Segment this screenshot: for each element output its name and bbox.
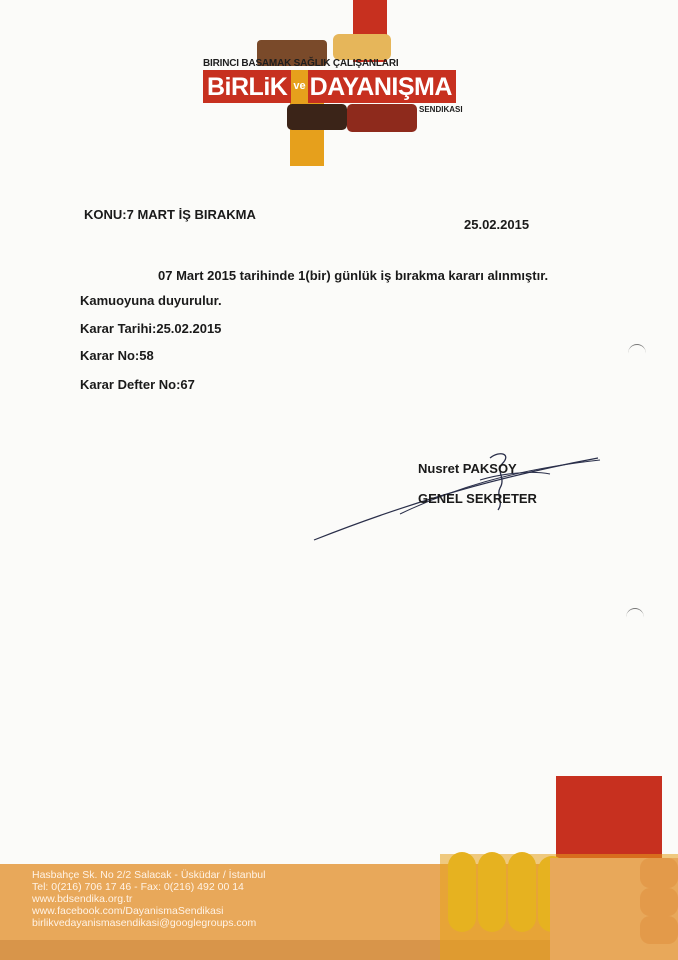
announcement-line: Kamuoyuna duyurulur. (80, 293, 222, 308)
binder-mark-top (628, 344, 646, 363)
logo-ve: ve (291, 70, 307, 103)
logo-hand-low-right (347, 104, 417, 132)
logo-hand-low-left (287, 104, 347, 130)
footer-hand-graphic (440, 776, 678, 960)
footer-address: Hasbahçe Sk. No 2/2 Salacak - Üsküdar / İstanbul (32, 869, 266, 881)
footer-facebook: www.facebook.com/DayanismaSendikasi (32, 905, 224, 917)
binder-mark-bottom (626, 608, 644, 627)
logo-banner (203, 70, 456, 103)
footer-email: birlikvedayanismasendikasi@googlegroups.com (32, 917, 257, 929)
logo-sendikasi: SENDIKASI (419, 105, 463, 114)
decision-date: Karar Tarihi:25.02.2015 (80, 321, 222, 336)
subject-line: KONU:7 MART İŞ BIRAKMA (84, 207, 256, 222)
footer-website: www.bdsendika.org.tr (32, 893, 133, 905)
footer-phone-fax: Tel: 0(216) 706 17 46 - Fax: 0(216) 492 00 14 (32, 881, 244, 893)
signatory-title: GENEL SEKRETER (418, 491, 537, 506)
signatory-name: Nusret PAKSOY (418, 461, 517, 476)
logo-org-line: BIRINCI BASAMAK SAĞLIK ÇALIŞANLARI (203, 58, 399, 69)
logo-dayanisma: DAYANIŞMA (308, 70, 456, 103)
union-logo (195, 0, 485, 170)
document-date: 25.02.2015 (464, 217, 530, 232)
decision-book-number: Karar Defter No:67 (80, 377, 195, 392)
decision-number: Karar No:58 (80, 348, 154, 363)
logo-hand-right (333, 34, 391, 60)
logo-birlik: BiRLiK (203, 70, 291, 103)
footer-contact (32, 869, 265, 929)
body-paragraph: 07 Mart 2015 tarihinde 1(bir) günlük iş bırakma kararı alınmıştır. (158, 268, 549, 283)
